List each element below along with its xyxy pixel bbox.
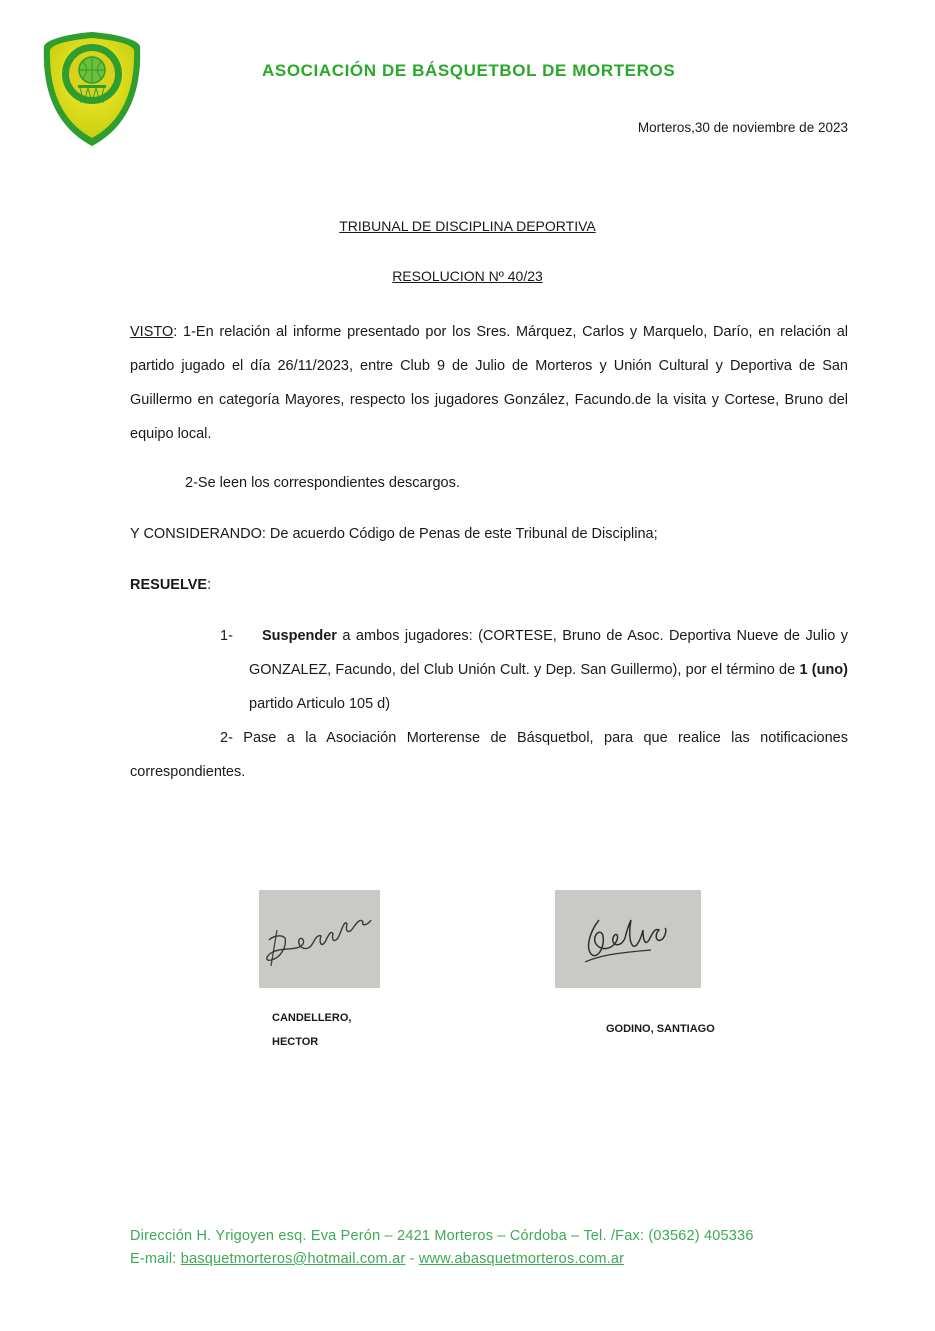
signatory-candellero-line1: CANDELLERO, bbox=[272, 1012, 352, 1024]
organization-title: ASOCIACIÓN DE BÁSQUETBOL DE MORTEROS bbox=[262, 61, 676, 80]
visto-paragraph bbox=[130, 315, 848, 451]
resolution-item-1-number: 1- bbox=[220, 628, 233, 644]
footer-address: Dirección H. Yrigoyen esq. Eva Perón – 2421 Morteros – Córdoba – Tel. /Fax: (03562) 405336 bbox=[130, 1228, 754, 1244]
website-link[interactable]: www.abasquetmorteros.com.ar bbox=[418, 1251, 625, 1267]
signatory-candellero-line2: HECTOR bbox=[272, 1036, 319, 1048]
suspend-term: 1 (uno) bbox=[799, 662, 848, 678]
signatory-candellero bbox=[272, 1006, 351, 1054]
resolution-item-2: 2- Pase a la Asociación Morterense de Básquetbol, para que realice las notificaciones correspondientes. bbox=[130, 730, 848, 780]
visto-item-2: 2-Se leen los correspondientes descargos. bbox=[185, 475, 460, 491]
footer-contact bbox=[130, 1251, 624, 1267]
resolution-item-1-text bbox=[249, 619, 848, 721]
basketball-shield-icon bbox=[40, 28, 144, 150]
signature-image-candellero bbox=[259, 890, 380, 988]
email-link[interactable]: basquetmorteros@hotmail.com.ar bbox=[180, 1251, 406, 1267]
resuelve-label-line bbox=[130, 568, 848, 602]
suspend-article: partido Articulo 105 d) bbox=[249, 696, 391, 712]
association-logo bbox=[40, 28, 144, 150]
suspend-detail: a ambos jugadores: (CORTESE, Bruno de Asoc. Deportiva Nueve de Julio y GONZALEZ, Facundo, del Club Unión Cult. y Dep. San Guillermo), por el término de bbox=[249, 628, 848, 678]
considerando-paragraph: Y CONSIDERANDO: De acuerdo Código de Penas de este Tribunal de Disciplina; bbox=[130, 526, 658, 542]
resuelve-label: RESUELVE bbox=[130, 577, 208, 593]
suspend-word: Suspender bbox=[262, 628, 337, 644]
visto-text: : 1-En relación al informe presentado por los Sres. Márquez, Carlos y Marquelo, Darío, en relación al partido jugado el día 26/11/2023, entre Club 9 de Julio de Morteros y Unión Cultural y Deportiva de San Guillermo en categoría Mayores, respecto los jugadores González, Facundo.de la visita y Cortese, Bruno del equipo local. bbox=[130, 324, 848, 442]
resolution-heading: RESOLUCION Nº 40/23 bbox=[392, 268, 543, 284]
handwritten-signature-icon bbox=[259, 890, 380, 988]
visto-label: VISTO bbox=[130, 324, 174, 340]
resuelve-colon: : bbox=[207, 577, 212, 593]
handwritten-signature-icon bbox=[555, 890, 701, 988]
tribunal-heading: TRIBUNAL DE DISCIPLINA DEPORTIVA bbox=[339, 218, 596, 234]
resolution-item-1 bbox=[220, 619, 848, 721]
footer-separator: - bbox=[405, 1251, 419, 1267]
signature-image-godino bbox=[555, 890, 701, 988]
document-date: Morteros,30 de noviembre de 2023 bbox=[637, 120, 848, 135]
email-label: E-mail: bbox=[130, 1251, 181, 1267]
signatory-godino: GODINO, SANTIAGO bbox=[606, 1023, 715, 1035]
